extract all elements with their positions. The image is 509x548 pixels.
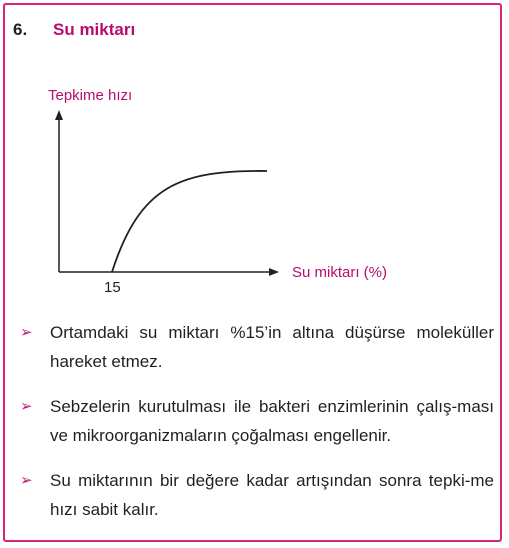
bullet-item bbox=[20, 318, 494, 376]
bullet-item bbox=[20, 392, 494, 450]
bullet-text: Su miktarının bir değere kadar artışından sonra tepki-me hızı sabit kalır. bbox=[50, 471, 494, 519]
question-number: 6. bbox=[13, 20, 28, 39]
question-title: Su miktarı bbox=[53, 20, 136, 39]
rate-curve bbox=[112, 171, 267, 272]
y-axis-label: Tepkime hızı bbox=[48, 87, 133, 104]
x-axis-arrow-icon bbox=[269, 268, 279, 276]
bullet-text: Sebzelerin kurutulması ile bakteri enzimlerinin çalış-ması ve mikroorganizmaların çoğalması engellenir. bbox=[50, 397, 494, 445]
bullet-item bbox=[20, 466, 494, 524]
arrow-bullet-icon: ➢ bbox=[20, 472, 33, 489]
x-tick-label: 15 bbox=[104, 279, 121, 296]
arrow-bullet-icon: ➢ bbox=[20, 398, 33, 415]
bullet-list bbox=[20, 318, 494, 524]
y-axis-arrow-icon bbox=[55, 110, 63, 120]
bullet-text: Ortamdaki su miktarı %15’in altına düşürse moleküller hareket etmez. bbox=[50, 323, 494, 371]
x-axis-label: Su miktarı (%) bbox=[292, 264, 388, 281]
arrow-bullet-icon: ➢ bbox=[20, 324, 33, 341]
